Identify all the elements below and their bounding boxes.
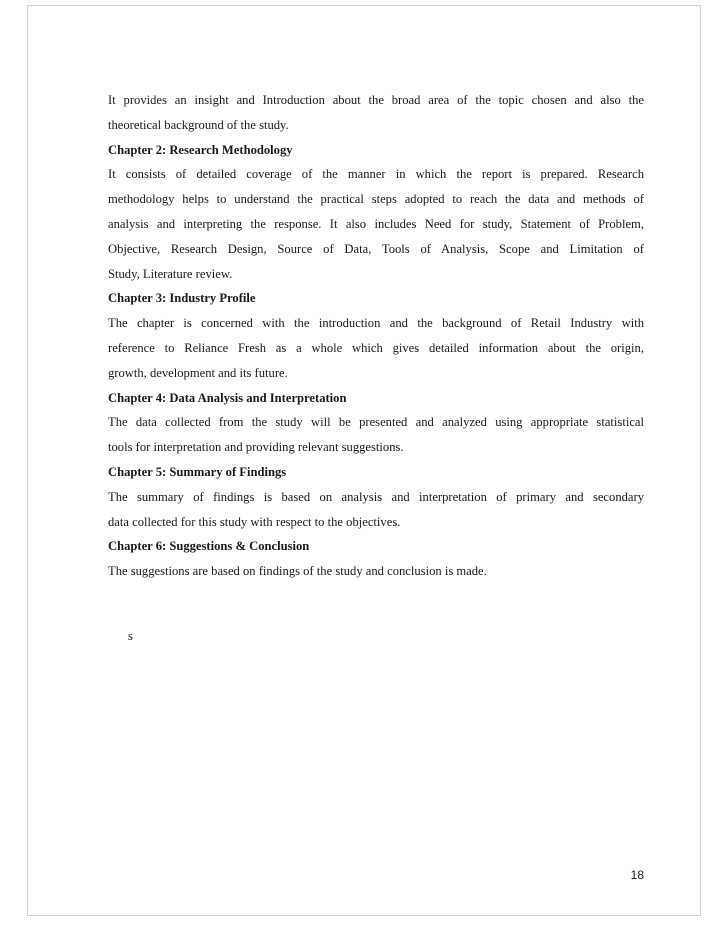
chapter-2-line: Objective, Research Design, Source of Data, Tools of Analysis, Scope and Limitation of bbox=[108, 241, 644, 256]
chapter-3-line: The chapter is concerned with the introduction and the background of Retail Industry with bbox=[108, 316, 644, 331]
chapter-2-line: methodology helps to understand the practical steps adopted to reach the data and methods of bbox=[108, 192, 644, 207]
chapter-3-line: reference to Reliance Fresh as a whole which gives detailed information about the origin, bbox=[108, 340, 644, 355]
chapter-3-line: growth, development and its future. bbox=[108, 365, 288, 380]
chapter-4-heading: Chapter 4: Data Analysis and Interpretation bbox=[108, 390, 347, 405]
chapter-2-line: It consists of detailed coverage of the manner in which the report is prepared. Research bbox=[108, 167, 644, 182]
page-body bbox=[108, 88, 644, 584]
intro-line: It provides an insight and Introduction about the broad area of the topic chosen and also the bbox=[108, 93, 644, 107]
chapter-2-line: Study, Literature review. bbox=[108, 266, 233, 281]
chapter-5-heading: Chapter 5: Summary of Findings bbox=[108, 464, 287, 479]
chapter-3-heading: Chapter 3: Industry Profile bbox=[108, 291, 256, 306]
chapter-5-line: data collected for this study with respect to the objectives. bbox=[108, 514, 401, 529]
document-page bbox=[27, 5, 701, 916]
intro-line: theoretical background of the study. bbox=[108, 117, 289, 132]
chapter-6-heading: Chapter 6: Suggestions & Conclusion bbox=[108, 539, 310, 554]
chapter-4-line: tools for interpretation and providing relevant suggestions. bbox=[108, 440, 404, 455]
chapter-2-line: analysis and interpreting the response. It also includes Need for study, Statement of Problem, bbox=[108, 216, 644, 231]
page-number: 18 bbox=[630, 868, 644, 882]
chapter-6-line: The suggestions are based on findings of the study and conclusion is made. bbox=[108, 564, 487, 579]
chapter-2-heading: Chapter 2: Research Methodology bbox=[108, 142, 293, 157]
stray-character: s bbox=[128, 629, 133, 643]
chapter-5-line: The summary of findings is based on analysis and interpretation of primary and secondary bbox=[108, 489, 644, 504]
chapter-4-line: The data collected from the study will be presented and analyzed using appropriate statistical bbox=[108, 415, 644, 430]
